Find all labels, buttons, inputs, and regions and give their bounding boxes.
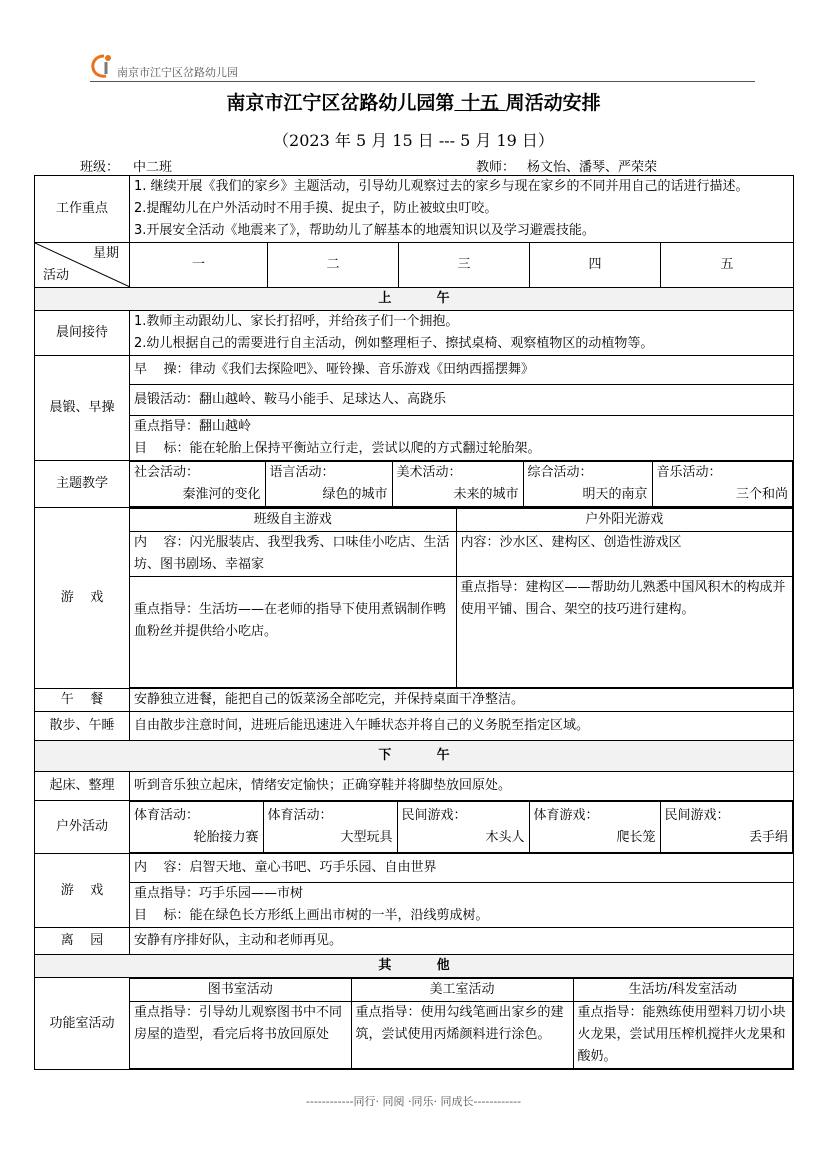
school-name: 南京市江宁区岔路幼儿园 [117, 66, 238, 79]
section-morning: 上 午 [35, 288, 794, 311]
class-value: 中二班 [119, 156, 223, 176]
day-tuesday: 二 [268, 243, 399, 288]
class-games-focus: 重点指导：生活坊——在老师的指导下使用煮锅制作鸭血粉丝并提供给小吃店。 [130, 577, 456, 688]
nap-label: 散步、午睡 [35, 712, 130, 741]
leave-content: 安静有序排好队，主动和老师再见。 [130, 928, 794, 955]
reception-row [35, 311, 794, 356]
teacher-value: 杨文怡、潘琴、严荣荣 [515, 156, 727, 176]
reception-label: 晨间接待 [35, 311, 130, 356]
exercise-row [35, 356, 794, 461]
class-games-title: 班级自主游戏 [130, 509, 456, 532]
work-focus-item: 2.提醒幼儿在户外活动时不用手摸、捉虫子，防止被蚊虫叮咬。 [134, 201, 498, 216]
day-monday: 一 [130, 243, 268, 288]
theme-cell: 社会活动： 秦淮河的变化 [130, 462, 265, 507]
corner-activity-label: 活动 [43, 268, 70, 283]
teacher-info: 教师： 杨文怡、潘琴、严荣荣 [476, 156, 727, 176]
outdoor-label: 户外活动 [35, 801, 130, 854]
wake-row [35, 772, 794, 801]
theme-label: 主题教学 [35, 461, 130, 508]
section-afternoon: 下 午 [35, 741, 794, 772]
outdoor-cell: 民间游戏： 木头人 [397, 802, 529, 853]
nap-content: 自由散步注意时间，进班后能迅速进入午睡状态并将自己的义务脱至指定区域。 [130, 712, 794, 741]
life-room-content: 重点指导：能熟练使用塑料刀切小块火龙果，尝试用压榨机搅拌火龙果和酸奶。 [573, 1002, 793, 1069]
theme-cell: 音乐活动： 三个和尚 [652, 462, 793, 507]
lunch-label: 午 餐 [35, 689, 130, 712]
outdoor-games-title: 户外阳光游戏 [456, 509, 793, 532]
leave-label: 离 园 [35, 928, 130, 955]
exercise-focus: 重点指导：翻山越岭 [134, 419, 252, 434]
theme-cell: 语言活动： 绿色的城市 [265, 462, 392, 507]
work-focus-item: 3.开展安全活动《地震来了》，帮助幼儿了解基本的地震知识以及学习避震技能。 [134, 223, 595, 238]
art-room-content: 重点指导：使用勾线笔画出家乡的建筑，尝试使用丙烯颜料进行涂色。 [351, 1002, 573, 1069]
exercise-activities: 晨锻活动：翻山越岭、鞍马小能手、足球达人、高跷乐 [130, 385, 793, 416]
school-logo [90, 52, 118, 78]
lunch-content: 安静独立进餐，能把自己的饭菜汤全部吃完，并保持桌面干净整洁。 [130, 689, 794, 712]
reception-content: 1.教师主动跟幼儿、家长打招呼，并给孩子们一个拥抱。 2.幼儿根据自己的需要进行自主活动，例如整理柜子、擦拭桌椅、观察植物区的动植物等。 [130, 311, 794, 356]
library-title: 图书室活动 [130, 979, 351, 1002]
week-number: 十五 [454, 92, 506, 114]
theme-row [35, 461, 794, 508]
exercise-goal: 目 标：能在轮胎上保持平衡站立行走，尝试以爬的方式翻过轮胎架。 [134, 441, 541, 456]
theme-cell: 综合活动： 明天的南京 [523, 462, 652, 507]
wake-label: 起床、整理 [35, 772, 130, 801]
afternoon-games-goal: 目 标：能在绿色长方形纸上画出市树的一半，沿线剪成树。 [134, 908, 489, 923]
exercise-content [130, 356, 794, 461]
life-room-title: 生活坊/科发室活动 [573, 979, 793, 1002]
morning-games-label: 游 戏 [35, 508, 130, 689]
date-range: （2023 年 5 月 15 日 --- 5 月 19 日） [273, 131, 554, 150]
wake-content: 听到音乐独立起床，情绪安定愉快；正确穿鞋并将脚垫放回原处。 [130, 772, 794, 801]
section-other: 其 他 [35, 955, 794, 978]
header-rule [90, 81, 755, 82]
day-wednesday: 三 [399, 243, 530, 288]
nap-row [35, 712, 794, 741]
week-header-row [35, 243, 794, 288]
afternoon-games-row [35, 854, 794, 928]
work-focus-row [35, 176, 794, 243]
afternoon-games-content: 内 容：启智天地、童心书吧、巧手乐园、自由世界 [130, 854, 793, 883]
outdoor-cell: 民间游戏： 丢手绢 [660, 802, 793, 853]
morning-games-row [35, 508, 794, 689]
lunch-row [35, 689, 794, 712]
outdoor-cell: 体育游戏： 爬长笼 [529, 802, 660, 853]
class-info: 班级： 中二班 [80, 156, 223, 176]
page-title: 南京市江宁区岔路幼儿园第 十五 周活动安排 [226, 92, 601, 114]
outdoor-cell: 体育活动： 大型玩具 [263, 802, 397, 853]
class-games-content: 内 容：闪光服装店、我型我秀、口味佳小吃店、生活坊、图书剧场、幸福家 [130, 532, 456, 577]
library-content: 重点指导：引导幼儿观察图书中不同房屋的造型，看完后将书放回原处 [130, 1002, 351, 1069]
work-focus-item: 1. 继续开展《我们的家乡》主题活动，引导幼儿观察过去的家乡与现在家乡的不同并用自己的话进行描述。 [134, 179, 749, 194]
work-focus-label: 工作重点 [35, 176, 130, 243]
corner-weekday-label: 星期 [92, 246, 119, 261]
afternoon-games-focus: 重点指导：巧手乐园——市树 [134, 886, 304, 901]
outdoor-games-content: 内容：沙水区、建构区、创造性游戏区 [456, 532, 793, 577]
outdoor-row [35, 801, 794, 854]
outdoor-games-focus: 重点指导：建构区——帮助幼儿熟悉中国风积木的构成并使用平铺、围合、架空的技巧进行建构。 [456, 577, 793, 688]
morning-exercise: 早 操：律动《我们去探险吧》、哑铃操、音乐游戏《田纳西摇摆舞》 [130, 356, 793, 385]
exercise-label: 晨锻、早操 [35, 356, 130, 461]
art-room-title: 美工室活动 [351, 979, 573, 1002]
theme-cell: 美术活动： 未来的城市 [392, 462, 523, 507]
corner-cell [35, 243, 130, 288]
day-thursday: 四 [530, 243, 661, 288]
work-focus-content [130, 176, 794, 243]
afternoon-games-label: 游 戏 [35, 854, 130, 928]
day-friday: 五 [661, 243, 794, 288]
leave-row [35, 928, 794, 955]
function-room-label: 功能室活动 [35, 978, 130, 1070]
schedule-table [34, 175, 794, 1070]
footer-slogan: ------------同行· 同阅 ·同乐· 同成长------------ [305, 1095, 522, 1108]
outdoor-cell: 体育活动： 轮胎接力赛 [130, 802, 263, 853]
function-room-row [35, 978, 794, 1070]
